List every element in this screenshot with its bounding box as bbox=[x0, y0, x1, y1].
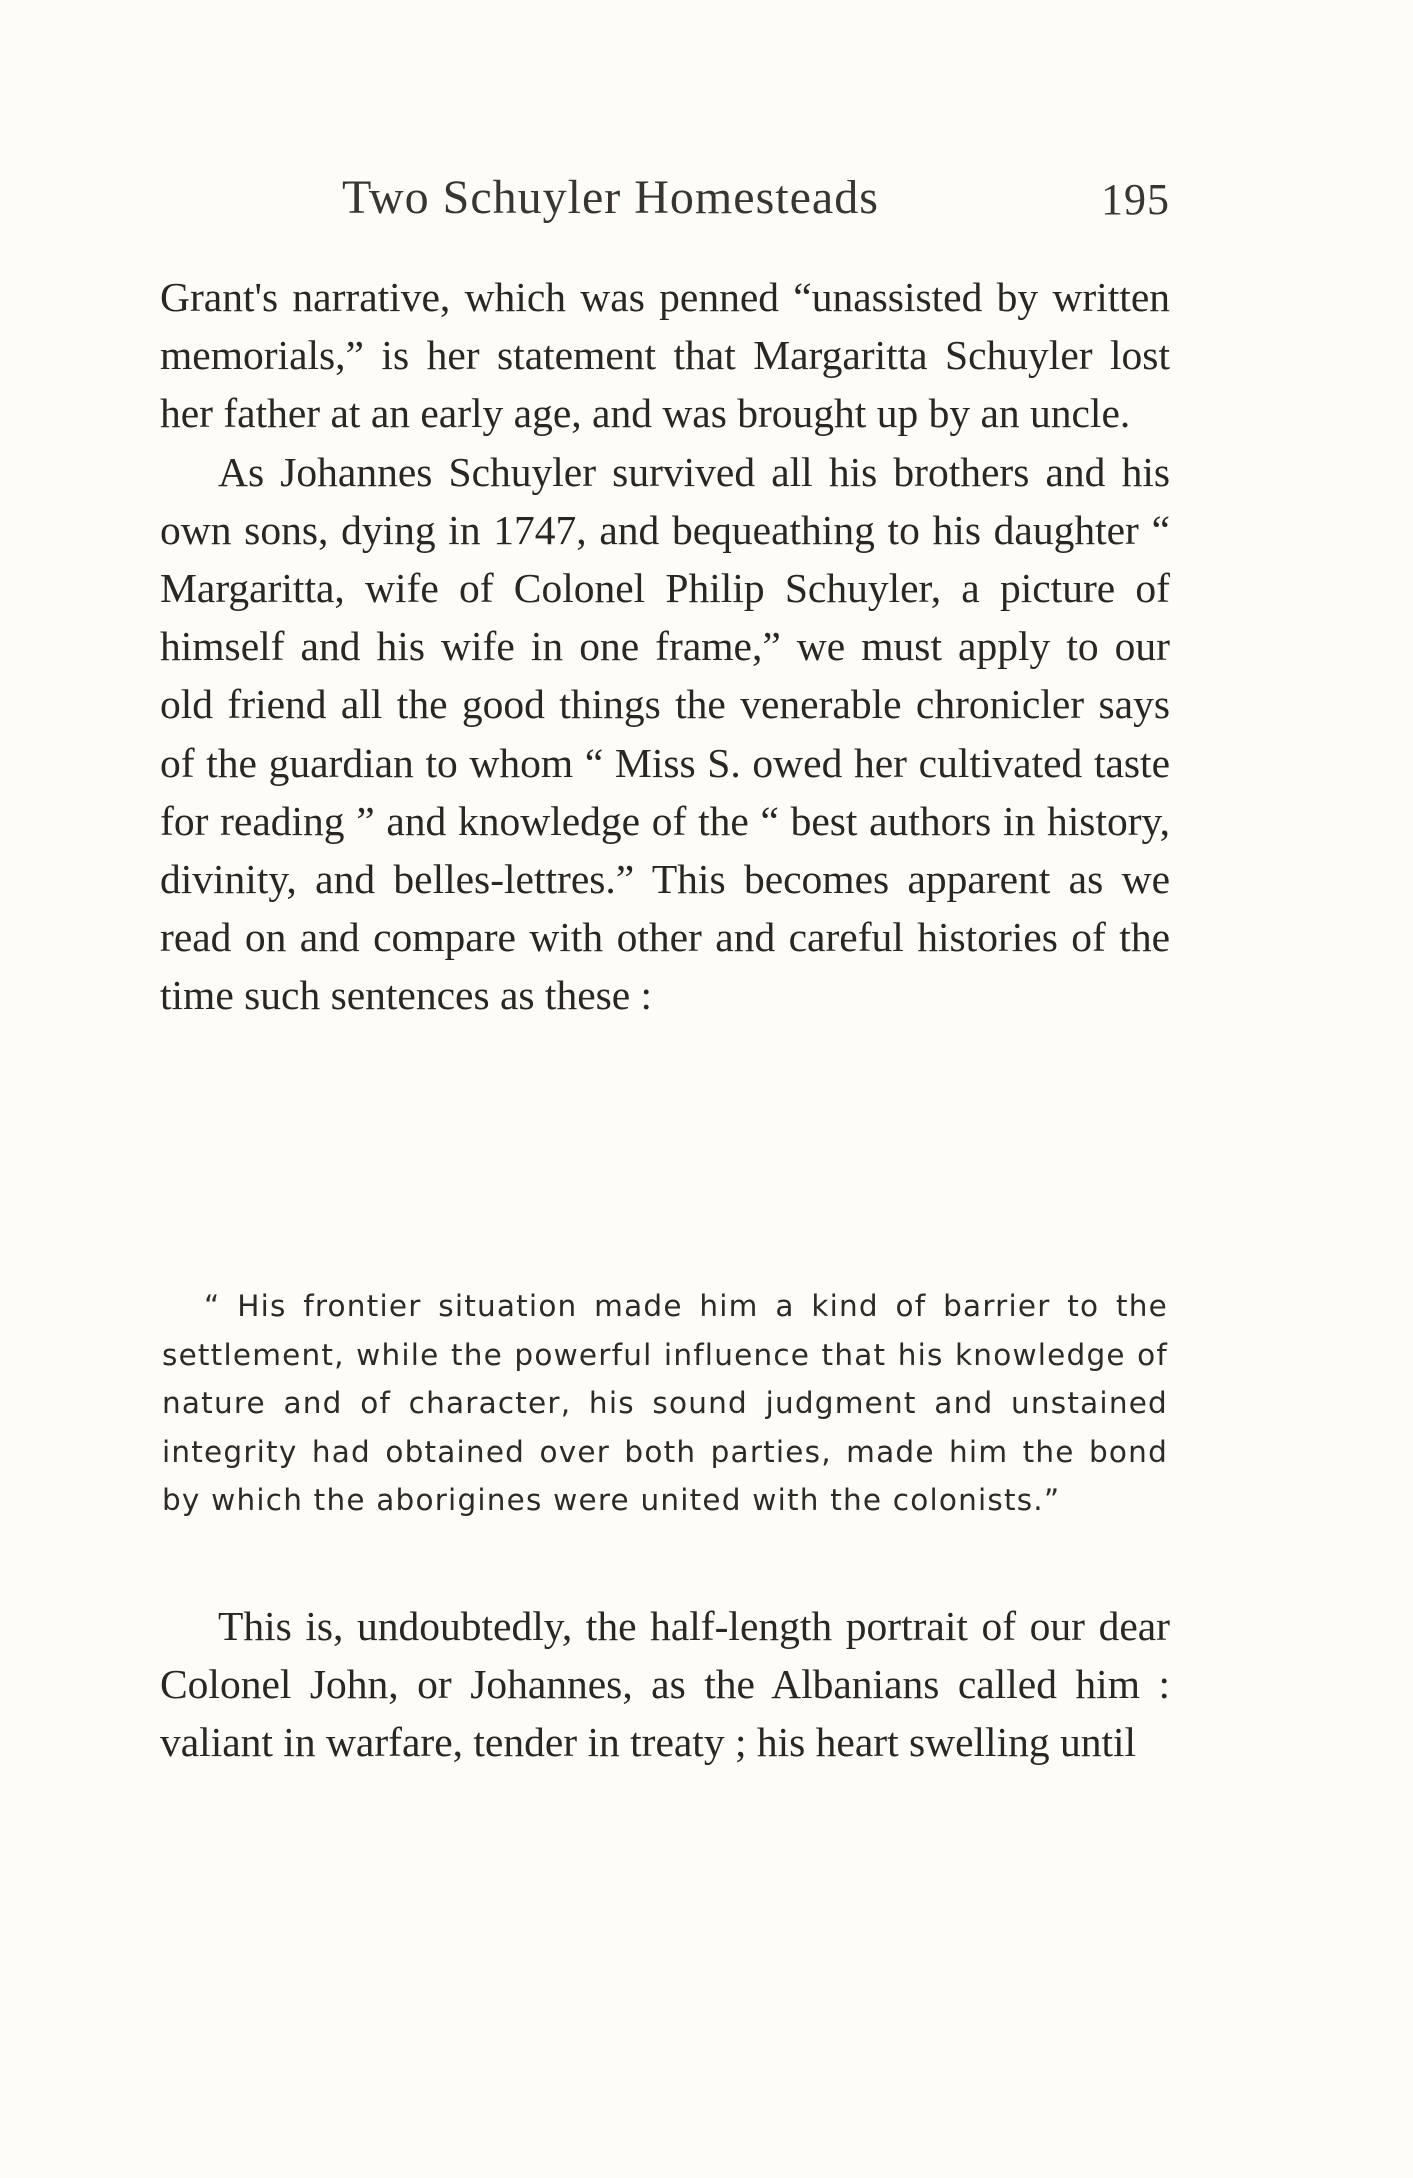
paragraph-3: This is, undoubtedly, the half-length portrait of our dear Colonel John, or Johannes, as the Albanians called him : valiant in warfare, tender in treaty ; his heart swelling until bbox=[160, 1603, 1170, 1766]
paragraph-1: Grant's narrative, which was penned “unassisted by written memorials,” is her statement that Margaritta Schuyler lost her father at an early age, and was brought up by an uncle. bbox=[160, 274, 1170, 437]
running-title: Two Schuyler Homesteads bbox=[342, 171, 879, 224]
block-quote: “ His frontier situation made him a kind of barrier to the settlement, while the powerful influence that his knowledge of nature and of character, his sound judgment and unstained integrity had obtained over both parties, made him the bond by which the aborigines were united with the colonists.” bbox=[162, 1289, 1168, 1517]
running-head bbox=[160, 170, 1170, 240]
page-number: 195 bbox=[1101, 175, 1170, 224]
paragraph-2: As Johannes Schuyler survived all his brothers and his own sons, dying in 1747, and bequeathing to his daughter “ Margaritta, wife of Colonel Philip Schuyler, a picture of himself and his wife in one frame,” we must apply to our old friend all the good things the venerable chronicler says of the guardian to whom “ Miss S. owed her cultivated taste for reading ” and knowledge of the “ best authors in history, divinity, and belles-lettres.” This becomes apparent as we read on and compare with other and careful histories of the time such sentences as these : bbox=[160, 448, 1170, 1019]
body-text bbox=[160, 268, 1170, 1025]
